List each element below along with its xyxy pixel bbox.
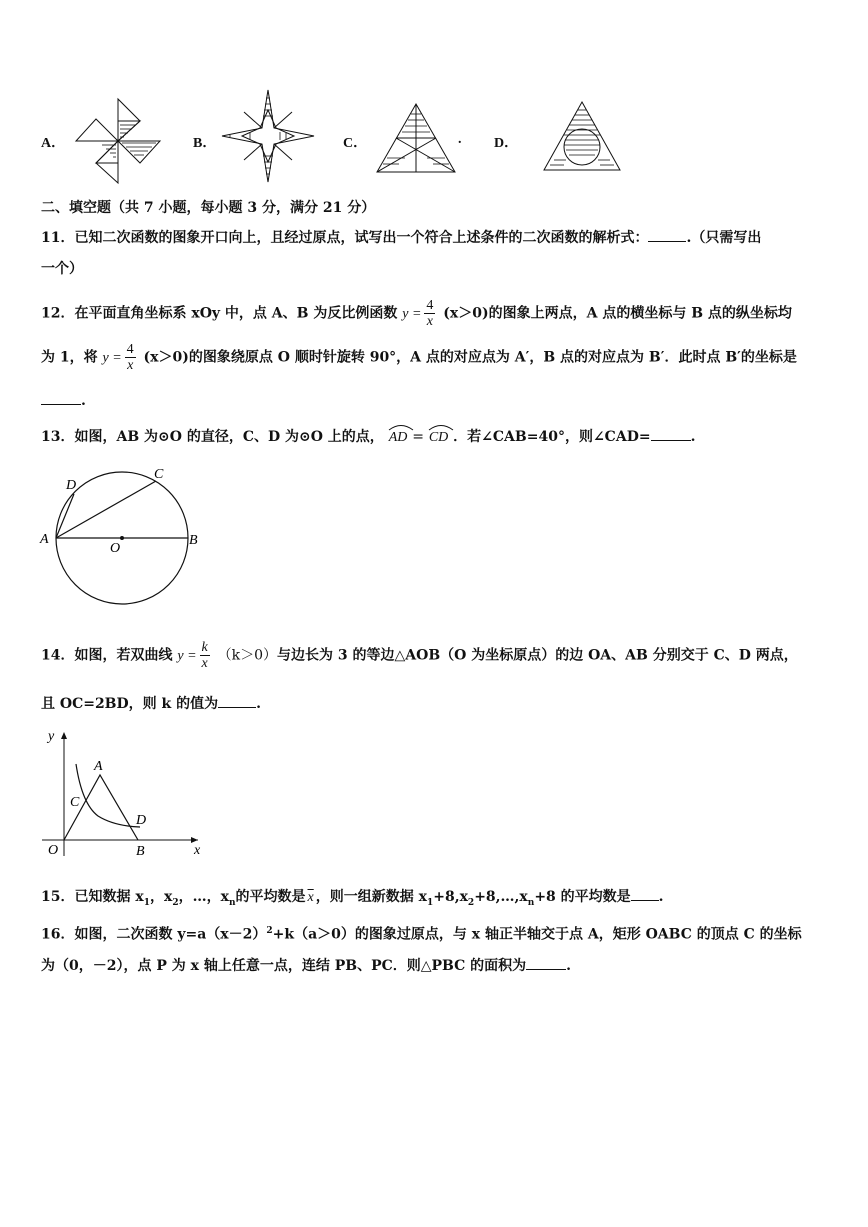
q15-t2: ，x — [149, 889, 173, 905]
q12-frac-den-2: x — [127, 358, 134, 373]
q15-t9: . — [658, 889, 664, 905]
q14-text-a: 14．如图，若双曲线 — [41, 647, 173, 664]
option-c-figure — [375, 102, 457, 174]
q13-arc-cd — [429, 428, 448, 448]
q14-graph-figure — [38, 728, 208, 860]
option-c-dot: . — [458, 132, 462, 147]
q14-label-y: y — [48, 729, 55, 744]
q15-t5: ，则一组新数据 x — [315, 889, 427, 905]
q14-label-x: x — [194, 843, 201, 858]
q14-answer-blank[interactable] — [218, 693, 256, 708]
q13-center-dot — [120, 536, 124, 540]
q14-line1 — [41, 640, 798, 671]
q15-s2: 2 — [172, 897, 179, 908]
q13-arc-ad — [389, 428, 408, 448]
q13-label-c: C — [154, 467, 164, 482]
q16-text-a: 16．如图，二次函数 y=a（x－2） — [41, 926, 267, 943]
q13-text-c: . — [690, 429, 696, 445]
q11-text-b: .（只需写出 — [686, 230, 762, 246]
option-a-figure — [72, 96, 164, 186]
option-c-label: C． — [343, 136, 368, 151]
q13-circle-figure — [38, 462, 208, 610]
q14-label-o: O — [48, 843, 59, 858]
q14-text-c: 且 OC=2BD，则 k 的值为 — [41, 696, 219, 712]
q14-label-a: A — [94, 759, 103, 774]
option-b-label: B． — [193, 136, 217, 151]
q13-eq: = — [412, 429, 424, 445]
q16-line2 — [41, 955, 571, 976]
q14-hyperbola — [76, 764, 140, 827]
q15-s3: n — [228, 897, 236, 908]
q16-sup: 2 — [266, 926, 273, 936]
q14-y-eq: y = — [177, 648, 197, 664]
q12-text-b: (x＞0)的图象上两点，A 点的横坐标与 B 点的纵坐标均 — [443, 305, 792, 322]
q12-y-eq: y = — [402, 306, 422, 322]
q16-answer-blank[interactable] — [526, 955, 566, 970]
q11-text-a: 11．已知二次函数的图象开口向上，且经过原点，试写出一个符合上述条件的二次函数的解析式： — [41, 230, 649, 246]
q14-text-b: 与边长为 3 的等边△AOB（O 为坐标原点）的边 OA、AB 分别交于 C、D 两点， — [277, 647, 798, 664]
q13-label-b: B — [189, 533, 198, 548]
q12-text-d: (x＞0)的图象绕原点 O 顺时针旋转 90°，A 点的对应点为 A′，B 点的对应点为 B′．此时点 B′的坐标是 — [143, 349, 797, 366]
q12-text-a: 12．在平面直角坐标系 xOy 中，点 A、B 为反比例函数 — [41, 305, 398, 322]
q15-s5: 1 — [426, 897, 434, 908]
option-d-label: D． — [494, 136, 519, 151]
q14-frac-den: x — [201, 656, 208, 671]
q12-answer-blank[interactable] — [41, 390, 81, 405]
q16-text-d: . — [566, 958, 572, 974]
q15-s6: 2 — [467, 897, 475, 908]
q13-label-d: D — [66, 478, 77, 493]
q15-t3: ，…，x — [178, 889, 229, 905]
q14-cond: （k＞0） — [217, 647, 278, 664]
q13-label-o: O — [110, 541, 121, 556]
q14-label-c: C — [70, 795, 80, 810]
q12-line1 — [41, 298, 792, 329]
q15-xbar: $\overline{x}$ — [307, 890, 314, 905]
q16-text-c: 为（0，－2），点 P 为 x 轴上任意一点，连结 PB、PC．则△PBC 的面积为 — [41, 958, 527, 974]
option-a-label: A． — [41, 136, 66, 151]
q15-t4: 的平均数是 — [235, 889, 306, 905]
q13-answer-blank[interactable] — [651, 426, 691, 441]
q12-frac-den: x — [426, 314, 434, 329]
q11-line2: 一个） — [41, 261, 83, 277]
q12-y-eq-2: y = — [102, 350, 122, 366]
q12-line2 — [41, 342, 797, 373]
q15-t6: +8,x — [433, 889, 468, 905]
q13-arc1-text: AD — [388, 430, 408, 445]
q12-frac-num: 4 — [426, 298, 434, 313]
q14-label-b: B — [136, 844, 145, 859]
q15-t8: +8 的平均数是 — [534, 889, 631, 905]
q14-frac-num: k — [201, 640, 208, 655]
q11-line1 — [41, 227, 761, 248]
q14-text-d: . — [256, 696, 261, 712]
q11-answer-blank[interactable] — [648, 227, 686, 242]
q13-text-b: ．若∠CAB=40°，则∠CAD= — [453, 429, 651, 445]
q14-y-arrow — [61, 732, 67, 739]
q15-s1: 1 — [143, 897, 150, 908]
section-heading: 二、填空题（共 7 小题，每小题 3 分，满分 21 分） — [41, 200, 376, 216]
option-b-figure — [220, 88, 316, 184]
q13-line — [41, 426, 695, 448]
q12-fraction — [424, 298, 435, 329]
q13-text-a: 13．如图，AB 为⊙O 的直径，C、D 为⊙O 上的点， — [41, 429, 384, 445]
q16-line1 — [41, 921, 802, 945]
q14-fraction — [200, 640, 210, 671]
q15-t7: +8,…,x — [474, 889, 528, 905]
q15-line — [41, 886, 664, 913]
option-d-figure — [542, 100, 622, 172]
q12-fraction-2 — [125, 342, 136, 373]
q12-text-c: 为 1，将 — [41, 349, 98, 366]
q14-label-d: D — [136, 813, 147, 828]
q13-label-a: A — [40, 532, 49, 547]
q14-line2 — [41, 693, 261, 714]
q15-s7: n — [527, 897, 535, 908]
q13-arc2-text: CD — [428, 430, 449, 445]
q12-frac-num-2: 4 — [126, 342, 134, 357]
q12-line3 — [41, 390, 86, 411]
q16-text-b: +k（a＞0）的图象过原点，与 x 轴正半轴交于点 A，矩形 OABC 的顶点 C 的坐标 — [272, 926, 802, 943]
q12-text-e: . — [81, 393, 86, 409]
q15-t1: 15．已知数据 x — [41, 889, 144, 905]
q13-chord-ad — [56, 494, 74, 538]
q15-answer-blank[interactable] — [631, 886, 659, 901]
